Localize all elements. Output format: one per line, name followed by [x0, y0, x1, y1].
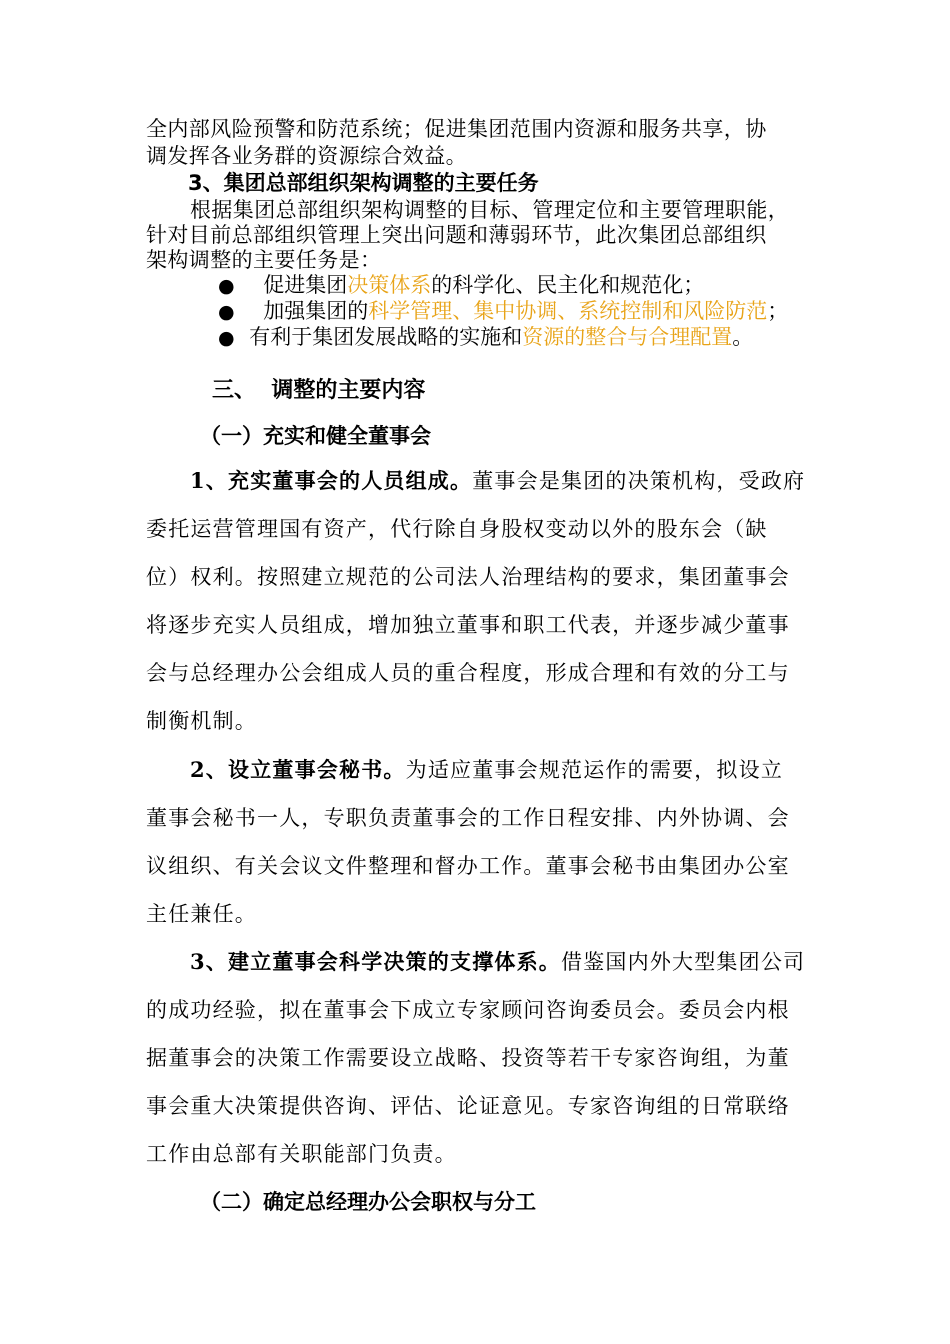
intro-line-1: 全内部风险预警和防范系统；促进集团范围内资源和服务共享，协: [146, 117, 767, 141]
subsection-2-heading: （二）确定总经理办公会职权与分工: [200, 1190, 536, 1214]
bullet-text-highlight: 科学管理、集中协调、系统控制和风险防范: [368, 299, 768, 323]
bullet-item: [218, 298, 788, 325]
section-3-heading: 3、集团总部组织架构调整的主要任务: [188, 171, 539, 195]
item-1-line-2: 委托运营管理国有资产，代行除自身股权变动以外的股东会（缺: [146, 517, 768, 541]
section-3-para-line-3: 架构调整的主要任务是：: [146, 248, 382, 272]
bullet-text-post: ；: [767, 299, 789, 323]
section-3-para-line-2: 针对目前总部组织管理上突出问题和薄弱环节，此次集团总部组织: [146, 223, 767, 247]
subsection-1-heading: （一）充实和健全董事会: [200, 424, 431, 448]
item-3-line-4: 事会重大决策提供咨询、评估、论证意见。专家咨询组的日常联络: [146, 1094, 790, 1118]
bullet-text-post: 。: [732, 325, 754, 349]
item-1-line-6: 制衡机制。: [146, 709, 257, 733]
intro-line-2: 调发挥各业务群的资源综合效益。: [146, 144, 467, 168]
item-2-line-4: 主任兼任。: [146, 902, 257, 926]
bullet-text-pre: 加强集团的: [263, 299, 369, 323]
bullet-icon: ●: [218, 275, 235, 297]
item-3-line-1: [190, 949, 805, 975]
item-2-line-2: 董事会秘书一人，专职负责董事会的工作日程安排、内外协调、会: [146, 806, 790, 830]
item-2-line-1: [190, 757, 783, 783]
item-1-line-1-rest: 董事会是集团的决策机构，受政府: [472, 469, 806, 493]
bullet-text-highlight: 资源的整合与合理配置: [522, 325, 733, 349]
item-1-line-1: [190, 468, 805, 494]
item-1-line-3: 位）权利。按照建立规范的公司法人治理结构的要求，集团董事会: [146, 565, 790, 589]
item-3-line-1-rest: 借鉴国内外大型集团公司: [561, 950, 806, 974]
bullet-item: [218, 272, 704, 299]
bullet-icon: ●: [218, 327, 235, 349]
bullet-text-pre: 促进集团: [263, 273, 348, 297]
bullet-text-pre: 有利于集团发展战略的实施和: [249, 325, 523, 349]
item-2-line-3: 议组织、有关会议文件整理和督办工作。董事会秘书由集团办公室: [146, 854, 790, 878]
bullet-text-highlight: 决策体系: [347, 273, 432, 297]
item-3-line-5: 工作由总部有关职能部门负责。: [146, 1142, 457, 1166]
bullet-icon: ●: [218, 301, 235, 323]
item-3-line-3: 据董事会的决策工作需要设立战略、投资等若干专家咨询组，为董: [146, 1046, 790, 1070]
chapter-3-heading: 三、 调整的主要内容: [212, 378, 426, 403]
item-2-line-1-rest: 为适应董事会规范运作的需要，拟设立: [405, 758, 784, 782]
bullet-item: [218, 324, 753, 351]
item-1-lead: 1、充实董事会的人员组成。: [190, 468, 473, 493]
item-1-line-4: 将逐步充实人员组成，增加独立董事和职工代表，并逐步减少董事: [146, 613, 790, 637]
item-3-lead: 3、建立董事会科学决策的支撑体系。: [190, 949, 562, 974]
item-3-line-2: 的成功经验，拟在董事会下成立专家顾问咨询委员会。委员会内根: [146, 998, 790, 1022]
item-1-line-5: 会与总经理办公会组成人员的重合程度，形成合理和有效的分工与: [146, 661, 790, 685]
item-2-lead: 2、设立董事会秘书。: [190, 757, 406, 782]
section-3-para-line-1: 根据集团总部组织架构调整的目标、管理定位和主要管理职能，: [190, 198, 790, 222]
bullet-text-post: 的科学化、民主化和规范化；: [431, 273, 705, 297]
